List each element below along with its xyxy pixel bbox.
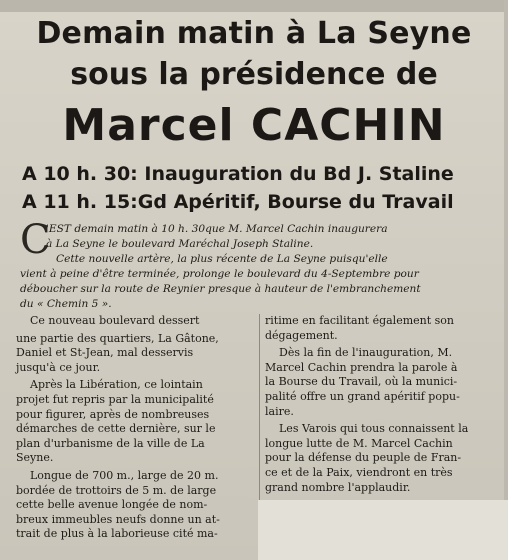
body-line: Après la Libération, ce lointain <box>30 378 203 392</box>
lead-line: 'EST demain matin à 10 h. 30que M. Marcel Cachin inaugurera <box>46 223 388 235</box>
body-line: Dès la fin de l'inauguration, M. <box>279 346 453 360</box>
headline-name: Marcel CACHIN <box>62 100 446 151</box>
subhead-inauguration: A 10 h. 30: Inauguration du Bd J. Staline <box>22 163 454 185</box>
lead-line: vient à peine d'être terminée, prolonge le boulevard du 4-Septembre pour <box>20 268 419 280</box>
body-line: palité offre un grand apéritif popu- <box>265 389 460 403</box>
body-line: Daniel et St-Jean, mal desservis <box>16 346 194 360</box>
body-line: longue lutte de M. Marcel Cachin <box>265 436 453 450</box>
headline-line-1: Demain matin à La Seyne <box>36 16 472 51</box>
body-line: pour la défense du peuple de Fran- <box>265 451 462 465</box>
lead-paragraph <box>20 217 498 312</box>
lead-line: du « Chemin 5 ». <box>20 298 112 310</box>
lead-line: déboucher sur la route de Reynier presque à hauteur de l'embranchement <box>20 283 421 295</box>
body-line: jusqu'à ce jour. <box>16 360 101 374</box>
drop-cap: C <box>20 217 51 263</box>
body-line: Ce nouveau boulevard dessert <box>30 314 200 327</box>
body-line: démarches de cette dernière, sur le <box>16 422 216 436</box>
body-line: laire. <box>265 404 294 418</box>
body-line: Seyne. <box>16 451 54 465</box>
scan-top-edge <box>0 0 508 12</box>
body-line: ritime en facilitant également son <box>265 314 454 327</box>
body-line: plan d'urbanisme de la ville de La <box>16 436 205 450</box>
body-line: bordée de trottoirs de 5 m. de large <box>16 483 217 497</box>
headline-line-2: sous la présidence de <box>70 57 438 92</box>
body-line: une partie des quartiers, La Gâtone, <box>16 331 219 345</box>
body-line: grand nombre l'applaudir. <box>265 480 411 494</box>
body-line: Longue de 700 m., large de 20 m. <box>30 468 219 482</box>
body-line: dégagement. <box>265 328 338 342</box>
body-line: Marcel Cachin prendra la parole à <box>265 360 458 374</box>
lead-line: Cette nouvelle artère, la plus récente de La Seyne puisqu'elle <box>56 253 388 265</box>
column-divider <box>259 314 260 500</box>
body-line: trait de plus à la laborieuse cité ma- <box>16 527 218 541</box>
body-column-left <box>16 314 254 542</box>
body-line: pour figurer, après de nombreuses <box>16 407 210 421</box>
paper-background-corner <box>258 500 508 560</box>
body-line: ce et de la Paix, viendront en très <box>265 465 453 479</box>
lead-line: à La Seyne le boulevard Maréchal Joseph Staline. <box>46 238 314 250</box>
body-line: la Bourse du Travail, où la munici- <box>265 375 458 389</box>
subhead-aperitif: A 11 h. 15:Gd Apéritif, Bourse du Travail <box>22 191 454 213</box>
body-column-right <box>265 314 497 495</box>
body-line: Les Varois qui tous connaissent la <box>279 422 469 436</box>
body-line: cette belle avenue longée de nom- <box>16 498 208 512</box>
body-line: breux immeubles neufs donne un at- <box>16 512 220 526</box>
body-line: projet fut repris par la municipalité <box>16 392 214 406</box>
